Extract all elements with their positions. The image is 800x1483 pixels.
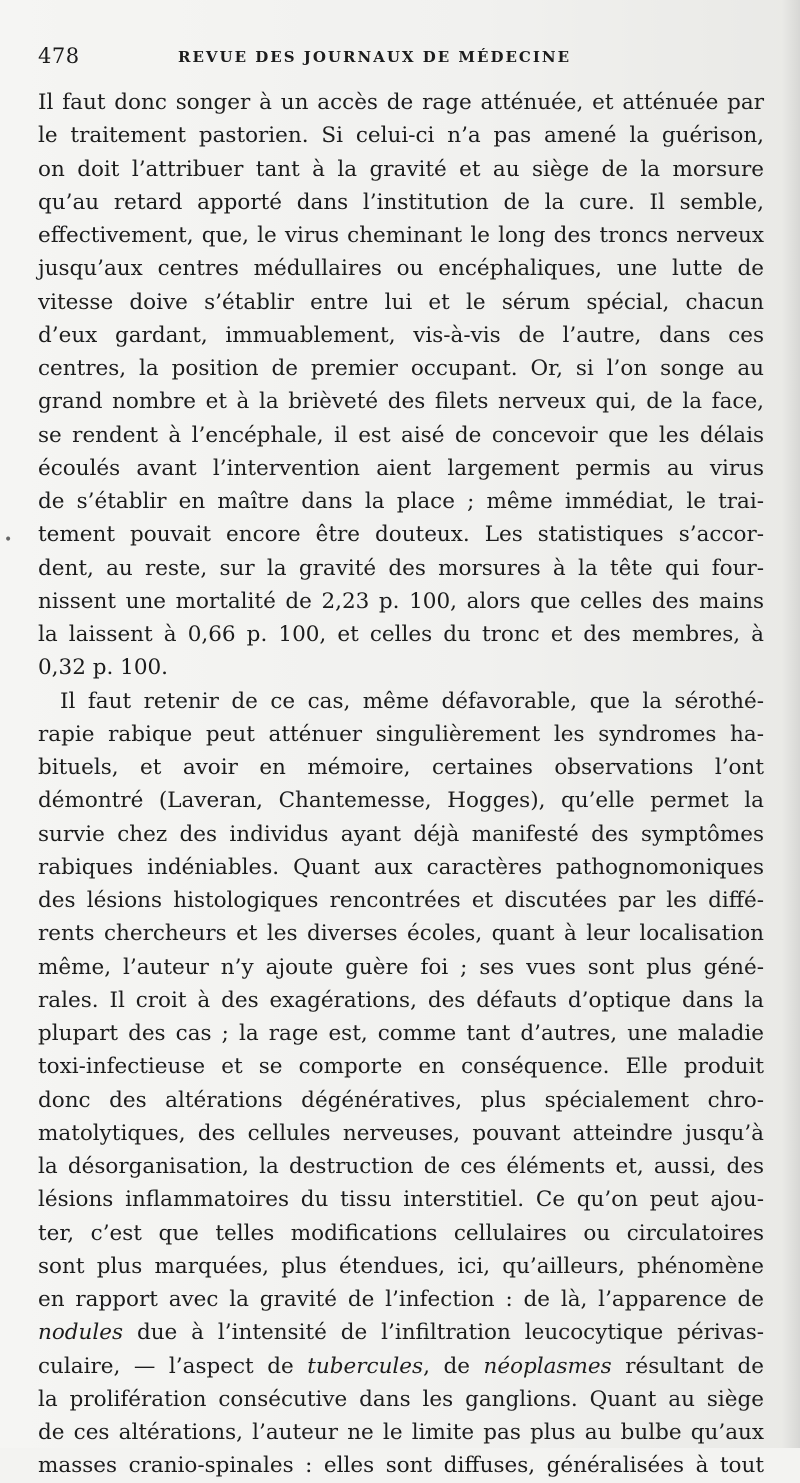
text-line: survie chez des individus ayant déjà manifesté des symptômes	[38, 821, 764, 847]
italic-term: tubercules	[307, 1353, 424, 1379]
margin-mark: •	[4, 532, 13, 548]
text-line: plupart des cas ; la rage est, comme tant d’autres, une maladie	[38, 1021, 764, 1046]
text-line: bituels, et avoir en mémoire, certaines observations l’ont	[38, 755, 764, 780]
text-line: qu’au retard apporté dans l’institution de la cure. Il semble,	[38, 189, 764, 215]
italic-term: nodules	[38, 1320, 124, 1346]
text-line: vitesse doive s’établir entre lui et le sérum spécial, chacun	[38, 289, 764, 315]
text-line: dent, au reste, sur la gravité des morsures à la tête qui four-	[38, 555, 764, 581]
text-line: démontré (Laveran, Chantemesse, Hogges), qu’elle permet la	[38, 788, 764, 814]
italic-term: néoplasmes	[483, 1353, 612, 1379]
text-line: culaire, — l’aspect de tubercules, de néoplasmes résultant de	[38, 1353, 764, 1379]
text-line: de ces altérations, l’auteur ne le limite pas plus au bulbe qu’aux	[38, 1420, 764, 1445]
text-line: jusqu’aux centres médullaires ou encéphaliques, une lutte de	[38, 256, 764, 282]
text-line: des lésions histologiques rencontrées et discutées par les diffé-	[38, 888, 764, 913]
text-line: rapie rabique peut atténuer singulièrement les syndromes ha-	[38, 721, 764, 747]
text-line: la prolifération consécutive dans les ganglions. Quant au siège	[38, 1386, 764, 1412]
body-text	[38, 86, 764, 1483]
text-line: toxi-infectieuse et se comporte en conséquence. Elle produit	[38, 1054, 764, 1080]
text-line: Il faut retenir de ce cas, même défavorable, que la sérothé-	[60, 688, 764, 714]
text-line: rents chercheurs et les diverses écoles, quant à leur localisation	[38, 921, 764, 947]
text-line: la laissent à 0,66 p. 100, et celles du tronc et des membres, à	[38, 622, 764, 647]
text-line: sont plus marquées, plus étendues, ici, qu’ailleurs, phénomène	[38, 1253, 764, 1279]
text-line: la désorganisation, la destruction de ces éléments et, aussi, des	[38, 1154, 764, 1179]
text-line: centres, la position de premier occupant. Or, si l’on songe au	[38, 356, 764, 381]
text-line: masses cranio-spinales : elles sont diffuses, généralisées à tout	[38, 1453, 764, 1479]
text-line: lésions inflammatoires du tissu interstitiel. Ce qu’on peut ajou-	[38, 1187, 764, 1213]
text-line: en rapport avec la gravité de l’infection : de là, l’apparence de	[38, 1287, 764, 1312]
text-line: tement pouvait encore être douteux. Les statistiques s’accor-	[38, 522, 764, 548]
text-line: rales. Il croit à des exagérations, des défauts d’optique dans la	[38, 987, 764, 1013]
text-line: matolytiques, des cellules nerveuses, pouvant atteindre jusqu’à	[38, 1120, 764, 1146]
page-edge-shadow	[782, 0, 800, 1448]
running-title: REVUE DES JOURNAUX DE MÉDECINE	[178, 48, 572, 66]
text-line: grand nombre et à la brièveté des filets nerveux qui, de la face,	[38, 389, 764, 415]
text-line: ter, c’est que telles modifications cellulaires ou circulatoires	[38, 1220, 764, 1246]
text-line: nissent une mortalité de 2,23 p. 100, alors que celles des mains	[38, 588, 764, 614]
text-line: écoulés avant l’intervention aient largement permis au virus	[38, 455, 764, 481]
text-line: donc des altérations dégénératives, plus spécialement chro-	[38, 1087, 764, 1113]
text-line: rabiques indéniables. Quant aux caractères pathognomoniques	[38, 854, 764, 880]
text-line: on doit l’attribuer tant à la gravité et au siège de la morsure	[38, 156, 764, 182]
text-line: de s’établir en maître dans la place ; même immédiat, le trai-	[38, 489, 764, 514]
text-line: Il faut donc songer à un accès de rage atténuée, et atténuée par	[38, 90, 764, 115]
text-line: effectivement, que, le virus cheminant le long des troncs nerveux	[38, 223, 764, 248]
text-line: le traitement pastorien. Si celui-ci n’a pas amené la guérison,	[38, 123, 764, 149]
page-number: 478	[38, 44, 80, 68]
text-line: d’eux gardant, immuablement, vis-à-vis de l’autre, dans ces	[38, 322, 764, 348]
text-line: 0,32 p. 100.	[38, 655, 169, 681]
page-header	[38, 44, 758, 74]
text-line: même, l’auteur n’y ajoute guère foi ; ses vues sont plus géné-	[38, 954, 764, 980]
text-line: se rendent à l’encéphale, il est aisé de concevoir que les délais	[38, 422, 764, 448]
text-line: nodules due à l’intensité de l’infiltration leucocytique périvas-	[38, 1320, 764, 1346]
